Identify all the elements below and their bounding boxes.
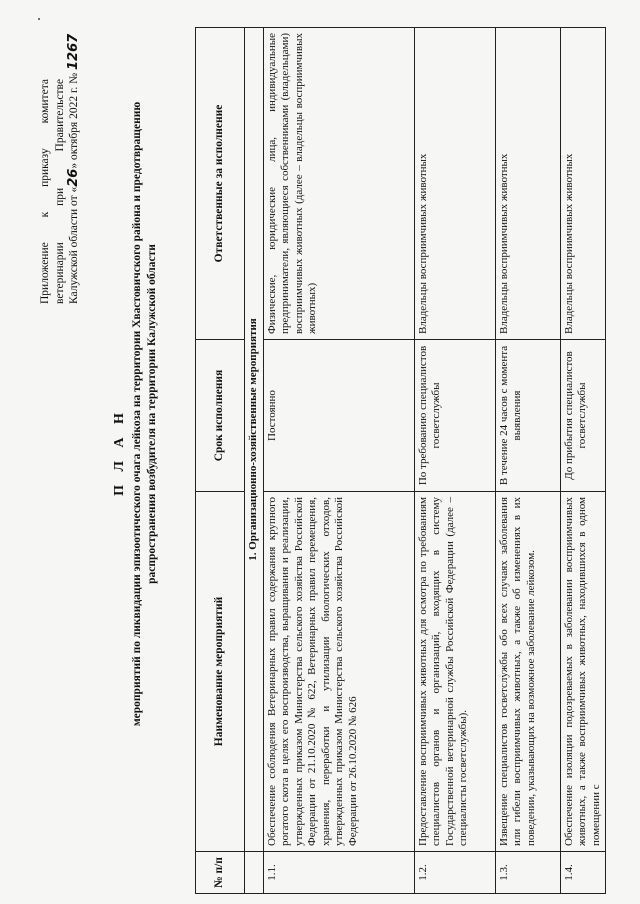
plan-subtitle-line-2: распространения возбудителя на территории Калужской области xyxy=(145,244,158,584)
appendix-header xyxy=(38,33,82,304)
row-term: Постоянно xyxy=(263,340,414,492)
plan-table xyxy=(195,27,606,894)
appendix-order-number: 1267 xyxy=(66,33,81,70)
appendix-word: при xyxy=(53,187,66,206)
table-row xyxy=(263,28,414,894)
appendix-date-day: 26 xyxy=(66,168,81,187)
table-row xyxy=(414,28,495,894)
scan-speck xyxy=(38,18,40,20)
appendix-word: Правительстве xyxy=(53,79,66,152)
appendix-line-3 xyxy=(66,33,82,304)
plan-subtitle xyxy=(130,54,159,774)
appendix-line-1 xyxy=(38,79,53,304)
appendix-date-suffix: » октября 2022 г. № xyxy=(68,72,80,169)
appendix-word: к xyxy=(39,211,51,218)
row-number: 1.4. xyxy=(560,852,606,894)
row-responsible: Физические, юридические лица, индивидуальные предприниматели, являющиеся собственниками (владельцами) восприимчивых животных (далее – владельцы восприимчивых животных) xyxy=(263,28,414,340)
row-term: До прибытия специалистов госветслужбы xyxy=(560,340,606,492)
appendix-word: приказу xyxy=(39,148,51,187)
appendix-line-2 xyxy=(53,79,68,304)
row-term: По требованию специалистов госветслужбы xyxy=(414,340,495,492)
section-number-cell xyxy=(245,852,264,894)
header-term: Срок исполнения xyxy=(196,340,245,492)
row-number: 1.2. xyxy=(414,852,495,894)
row-responsible: Владельцы восприимчивых животных xyxy=(495,28,560,340)
table-header-row xyxy=(196,28,245,894)
section-row xyxy=(245,28,264,894)
row-number: 1.1. xyxy=(263,852,414,894)
table-row xyxy=(495,28,560,894)
table-row xyxy=(560,28,606,894)
appendix-word: ветеринарии xyxy=(53,242,66,304)
row-term: В течение 24 часов с момента выявления xyxy=(495,340,560,492)
row-measure: Предоставление восприимчивых животных для осмотра по требованиям специалистов органов и организаций, входящих в систему Государственной ветеринарной службы Российской Федерации (далее – специалисты госветслужбы). xyxy=(414,492,495,852)
appendix-word: комитета xyxy=(39,79,51,124)
appendix-date-prefix: Калужской области от « xyxy=(68,186,80,304)
row-responsible: Владельцы восприимчивых животных xyxy=(560,28,606,340)
header-responsible: Ответственные за исполнение xyxy=(196,28,245,340)
row-number: 1.3. xyxy=(495,852,560,894)
row-responsible: Владельцы восприимчивых животных xyxy=(414,28,495,340)
row-measure: Обеспечение изоляции подозреваемых в заболевании восприимчивых животных, а также восприимчивых животных, находившихся в одном помещении с xyxy=(560,492,606,852)
plan-title: П Л А Н xyxy=(112,408,127,496)
row-measure: Извещение специалистов госветслужбы обо всех случаях заболевания или гибели восприимчивых животных, а также об изменениях в их поведении, указывающих на возможное заболевание лейкозом. xyxy=(495,492,560,852)
header-measure: Наименование мероприятий xyxy=(196,492,245,852)
section-title: 1. Организационно-хозяйственные мероприятия xyxy=(245,28,264,852)
header-number: № п/п xyxy=(196,852,245,894)
row-measure: Обеспечение соблюдения Ветеринарных правил содержания крупного рогатого скота в целях его воспроизводства, выращивания и реализации, утвержденных приказом Министерства сельского хозяйства Российской Федерации от 21.10.2020 № 622, Ветеринарных правил перемещения, хранения, переработки и утилизации биологических отходов, утвержденных приказом Министерства сельского хозяйства Российской Федерации от 26.10.2020 № 626 xyxy=(263,492,414,852)
appendix-word: Приложение xyxy=(39,242,51,304)
plan-subtitle-line-1: мероприятий по ликвидации эпизоотического очага лейкоза на территории Хвастовичского района и предотвращению xyxy=(131,101,143,727)
